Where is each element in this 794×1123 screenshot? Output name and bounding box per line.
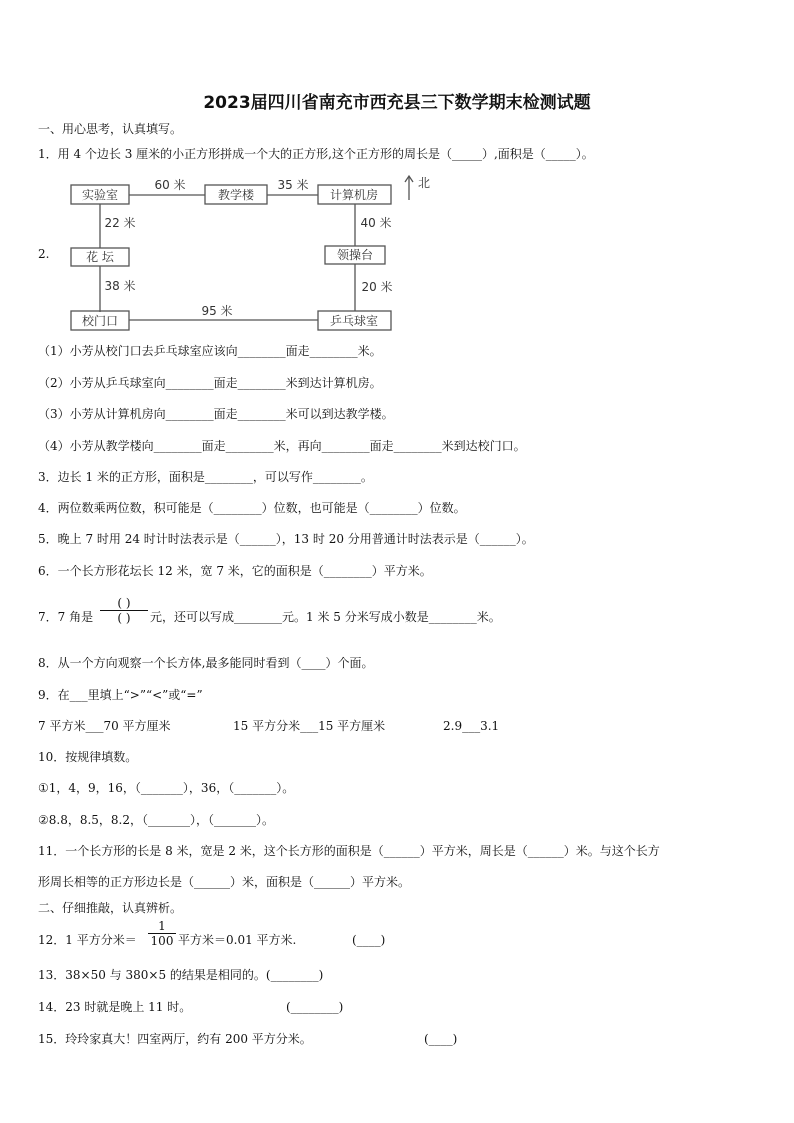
question-2-2: （2）小芳从乒乓球室向________面走________米到达计算机房。	[38, 376, 382, 390]
box-label: 计算机房	[329, 188, 379, 202]
question-11-line-1: 11．一个长方形的长是 8 米，宽是 2 米，这个长方形的面积是（______）平方米，周长是（______）米。与这个长方	[38, 844, 660, 858]
box-label: 教学楼	[217, 188, 255, 202]
question-2-3: （3）小芳从计算机房向________面走________米可以到达教学楼。	[38, 407, 394, 421]
distance-label: 35 米	[277, 178, 309, 192]
fraction-denominator: ( )	[117, 611, 131, 625]
question-14: 14．23 时就是晚上 11 时。	[38, 1000, 192, 1014]
question-14-answer-blank: (________)	[286, 1000, 344, 1014]
question-3: 3．边长 1 米的正方形，面积是________，可以写作________。	[38, 470, 373, 484]
distance-label: 60 米	[154, 178, 186, 192]
box-label: 领操台	[336, 248, 374, 262]
question-9-a: 7 平方米___70 平方厘米	[38, 719, 171, 733]
question-7-end: 元，还可以写成________元。1 米 5 分米写成小数是________米。	[150, 610, 501, 624]
north-label: 北	[417, 176, 431, 190]
distance-label: 95 米	[201, 304, 233, 318]
question-10-1: ①1，4，9，16，（_______），36，（_______）。	[38, 781, 295, 795]
box-label: 乒乓球室	[329, 314, 379, 328]
question-5: 5．晚上 7 时用 24 时计时法表示是（______），13 时 20 分用普通计时法表示是（______）。	[38, 532, 534, 546]
question-4: 4．两位数乘两位数，积可能是（________）位数，也可能是（________）位数。	[38, 501, 466, 515]
fraction-numerator: ( )	[117, 596, 131, 610]
fraction-one-hundredth	[148, 919, 176, 948]
distance-label: 38 米	[104, 279, 136, 293]
question-15-answer-blank: (____)	[424, 1032, 458, 1046]
page-title: 2023届四川省南充市西充县三下数学期末检测试题	[203, 93, 591, 113]
distance-label: 40 米	[360, 216, 392, 230]
question-12-start: 12．1 平方分米＝	[38, 933, 137, 947]
question-10: 10．按规律填数。	[38, 750, 138, 764]
section-heading-1: 一、用心思考，认真填写。	[38, 122, 183, 136]
question-9-c: 2.9___3.1	[443, 719, 500, 733]
question-15: 15．玲玲家真大！四室两厅，约有 200 平方分米。	[38, 1032, 312, 1046]
question-2-number: 2.	[38, 247, 50, 261]
question-8: 8．从一个方向观察一个长方体,最多能同时看到（____）个面。	[38, 656, 374, 670]
fraction-denominator: 100	[150, 934, 174, 948]
question-12-answer-blank: (____)	[352, 933, 386, 947]
fraction-numerator: 1	[158, 919, 166, 933]
box-label: 实验室	[81, 188, 119, 202]
question-13: 13．38×50 与 380×5 的结果是相同的。(________)	[38, 968, 324, 982]
question-9-b: 15 平方分米___15 平方厘米	[233, 719, 386, 733]
campus-map-diagram	[0, 170, 794, 350]
box-label: 校门口	[81, 314, 119, 328]
fraction-blank	[100, 596, 148, 625]
distance-label: 20 米	[361, 280, 393, 294]
question-10-2: ②8.8，8.5，8.2，（_______），（_______）。	[38, 813, 275, 827]
question-6: 6．一个长方形花坛长 12 米，宽 7 米，它的面积是（________）平方米。	[38, 564, 432, 578]
question-12-end: 平方米＝0.01 平方米.	[178, 933, 297, 947]
box-label: 花 坛	[86, 250, 114, 264]
question-11-line-2: 形周长相等的正方形边长是（______）米，面积是（______）平方米。	[38, 875, 411, 889]
distance-label: 22 米	[104, 216, 136, 230]
question-1: 1．用 4 个边长 3 厘米的小正方形拼成一个大的正方形,这个正方形的周长是（_____）,面积是（_____）。	[38, 147, 594, 161]
section-heading-2: 二、仔细推敲，认真辨析。	[38, 901, 183, 915]
question-2-1: （1）小芳从校门口去乒乓球室应该向________面走________米。	[38, 344, 382, 358]
question-9: 9．在___里填上“>”“<”或“=”	[38, 688, 203, 702]
question-2-4: （4）小芳从教学楼向________面走________米，再向________面走________米到达校门口。	[38, 439, 526, 453]
question-7-start: 7．7 角是	[38, 610, 94, 624]
